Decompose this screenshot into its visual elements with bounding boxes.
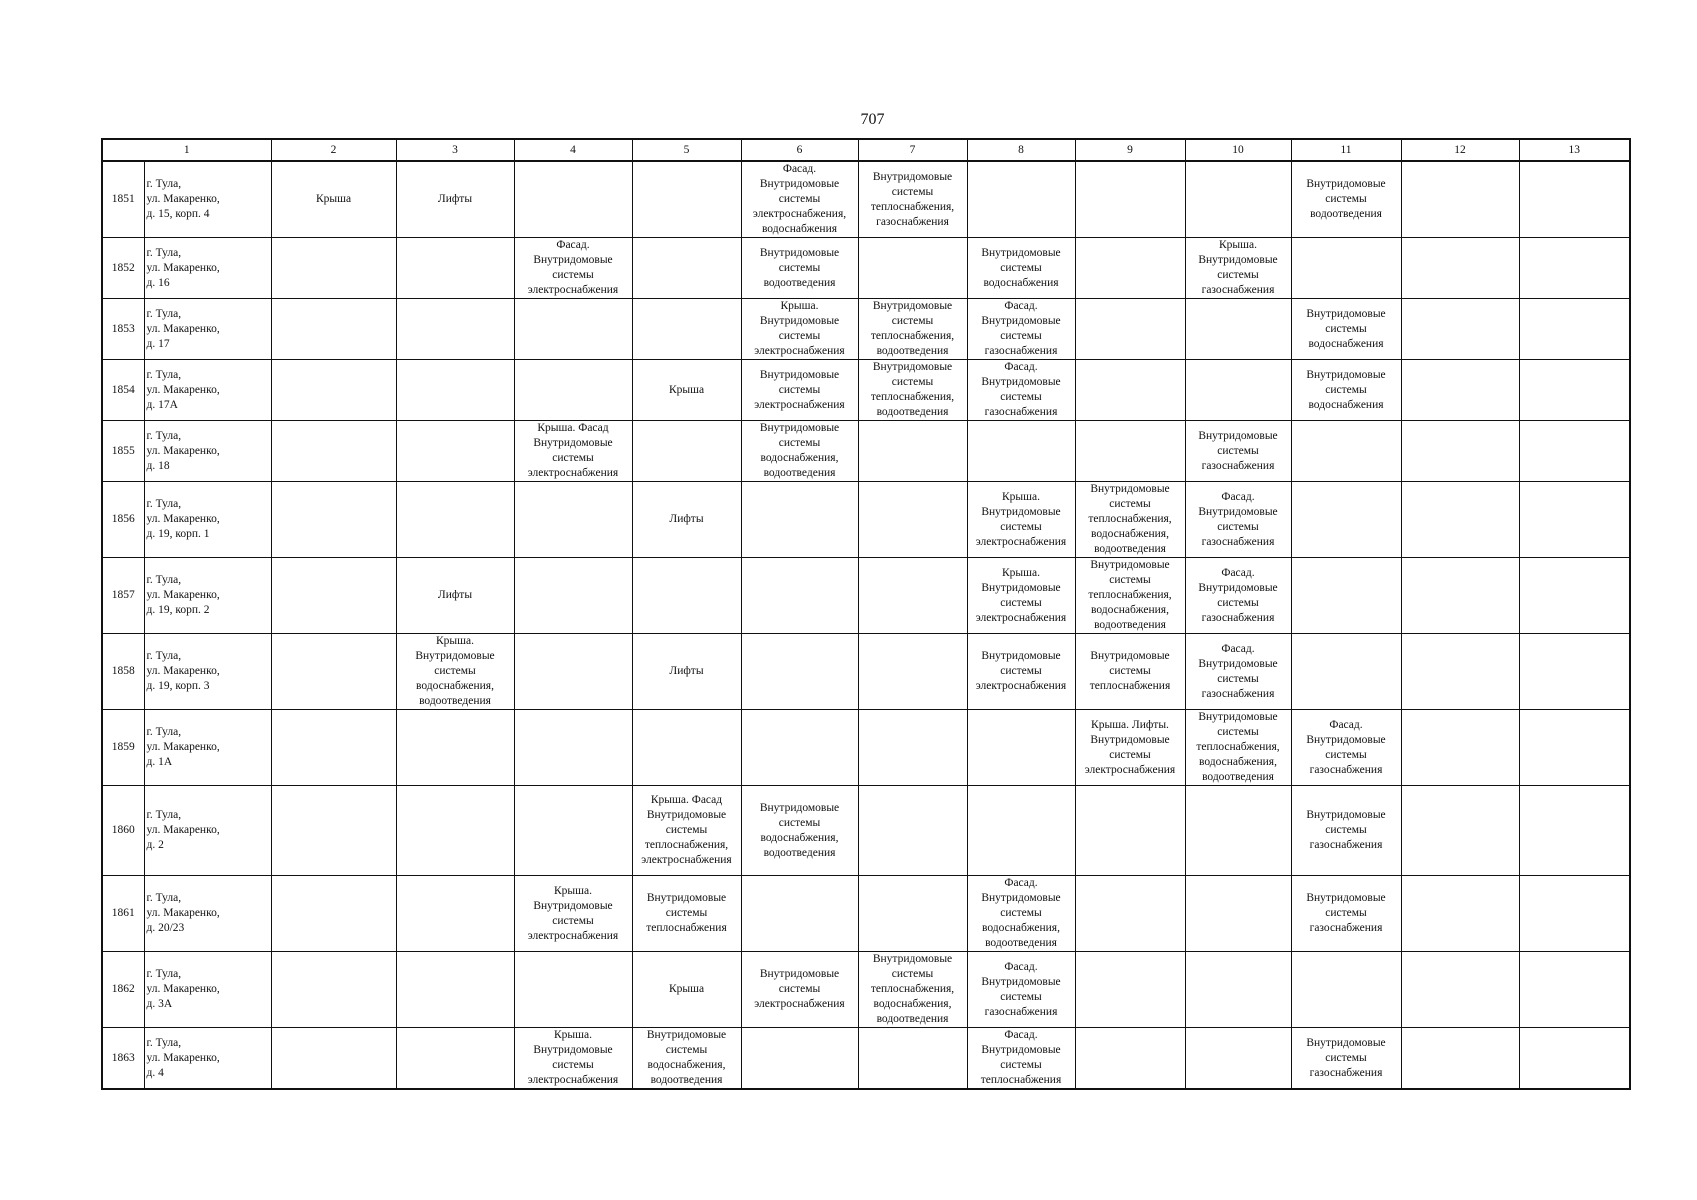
cell-col-13 [1519,161,1630,238]
cell-col-13 [1519,634,1630,710]
column-header-11: 11 [1291,139,1401,161]
column-header-4: 4 [514,139,632,161]
cell-col-5: Крыша. Фасад Внутридомовые системы теплоснабжения, электроснабжения [632,786,741,876]
column-header-10: 10 [1185,139,1291,161]
column-header-13: 13 [1519,139,1630,161]
cell-col-7 [858,238,967,299]
cell-col-4 [514,482,632,558]
cell-col-13 [1519,299,1630,360]
cell-col-3: Крыша. Внутридомовые системы водоснабжения, водоотведения [396,634,514,710]
cell-col-5 [632,710,741,786]
column-header-6: 6 [741,139,858,161]
cell-col-7: Внутридомовые системы теплоснабжения, водоотведения [858,360,967,421]
cell-col-12 [1401,1028,1519,1090]
column-header-5: 5 [632,139,741,161]
cell-col-8 [967,710,1075,786]
cell-col-8: Внутридомовые системы электроснабжения [967,634,1075,710]
cell-col-5: Лифты [632,634,741,710]
cell-col-11: Внутридомовые системы водоотведения [1291,161,1401,238]
row-address: г. Тула, ул. Макаренко, д. 16 [144,238,271,299]
cell-col-6 [741,710,858,786]
cell-col-7: Внутридомовые системы теплоснабжения, водоснабжения, водоотведения [858,952,967,1028]
cell-col-12 [1401,786,1519,876]
cell-col-12 [1401,238,1519,299]
cell-col-10 [1185,299,1291,360]
cell-col-9 [1075,360,1185,421]
cell-col-2 [271,1028,396,1090]
cell-col-8: Фасад. Внутридомовые системы газоснабжения [967,360,1075,421]
cell-col-12 [1401,952,1519,1028]
cell-col-6 [741,558,858,634]
cell-col-7 [858,634,967,710]
cell-col-9: Внутридомовые системы теплоснабжения, водоснабжения, водоотведения [1075,558,1185,634]
cell-col-5 [632,558,741,634]
table-row [102,876,1630,952]
cell-col-6 [741,876,858,952]
column-header-8: 8 [967,139,1075,161]
cell-col-12 [1401,421,1519,482]
table-row [102,558,1630,634]
cell-col-12 [1401,710,1519,786]
cell-col-8: Фасад. Внутридомовые системы водоснабжения, водоотведения [967,876,1075,952]
cell-col-9 [1075,1028,1185,1090]
row-address: г. Тула, ул. Макаренко, д. 19, корп. 2 [144,558,271,634]
cell-col-13 [1519,710,1630,786]
cell-col-8: Крыша. Внутридомовые системы электроснабжения [967,482,1075,558]
cell-col-2 [271,558,396,634]
cell-col-11 [1291,558,1401,634]
cell-col-10 [1185,786,1291,876]
cell-col-3: Лифты [396,161,514,238]
cell-col-11 [1291,238,1401,299]
cell-col-9 [1075,952,1185,1028]
cell-col-9: Внутридомовые системы теплоснабжения, водоснабжения, водоотведения [1075,482,1185,558]
cell-col-13 [1519,952,1630,1028]
table-row [102,161,1630,238]
cell-col-10 [1185,952,1291,1028]
cell-col-2 [271,299,396,360]
row-address: г. Тула, ул. Макаренко, д. 15, корп. 4 [144,161,271,238]
cell-col-2 [271,952,396,1028]
table-row [102,710,1630,786]
cell-col-12 [1401,299,1519,360]
cell-col-10 [1185,360,1291,421]
row-number: 1854 [102,360,144,421]
cell-col-5: Внутридомовые системы водоснабжения, водоотведения [632,1028,741,1090]
cell-col-10 [1185,876,1291,952]
cell-col-7 [858,786,967,876]
cell-col-4: Крыша. Внутридомовые системы электроснабжения [514,1028,632,1090]
cell-col-6: Внутридомовые системы водоотведения [741,238,858,299]
cell-col-5: Крыша [632,952,741,1028]
row-number: 1859 [102,710,144,786]
cell-col-6: Внутридомовые системы электроснабжения [741,360,858,421]
cell-col-13 [1519,876,1630,952]
cell-col-9: Внутридомовые системы теплоснабжения [1075,634,1185,710]
column-header-7: 7 [858,139,967,161]
cell-col-13 [1519,558,1630,634]
cell-col-10 [1185,1028,1291,1090]
row-number: 1857 [102,558,144,634]
cell-col-4 [514,299,632,360]
row-number: 1855 [102,421,144,482]
cell-col-2 [271,482,396,558]
cell-col-9 [1075,421,1185,482]
row-number: 1853 [102,299,144,360]
cell-col-5 [632,421,741,482]
row-address: г. Тула, ул. Макаренко, д. 18 [144,421,271,482]
table-row [102,786,1630,876]
cell-col-10 [1185,161,1291,238]
cell-col-13 [1519,421,1630,482]
cell-col-2 [271,710,396,786]
cell-col-13 [1519,360,1630,421]
cell-col-7: Внутридомовые системы теплоснабжения, водоотведения [858,299,967,360]
cell-col-8: Фасад. Внутридомовые системы газоснабжения [967,299,1075,360]
row-address: г. Тула, ул. Макаренко, д. 3А [144,952,271,1028]
cell-col-12 [1401,876,1519,952]
cell-col-3 [396,1028,514,1090]
cell-col-5 [632,238,741,299]
page-number: 707 [860,111,885,128]
cell-col-8: Крыша. Внутридомовые системы электроснабжения [967,558,1075,634]
cell-col-6 [741,634,858,710]
row-number: 1862 [102,952,144,1028]
column-header-3: 3 [396,139,514,161]
cell-col-6: Внутридомовые системы электроснабжения [741,952,858,1028]
table-row [102,238,1630,299]
cell-col-10: Внутридомовые системы газоснабжения [1185,421,1291,482]
row-address: г. Тула, ул. Макаренко, д. 19, корп. 3 [144,634,271,710]
cell-col-7 [858,421,967,482]
cell-col-7 [858,876,967,952]
cell-col-8 [967,421,1075,482]
cell-col-3 [396,238,514,299]
row-address: г. Тула, ул. Макаренко, д. 1А [144,710,271,786]
repair-schedule-table [101,138,1631,1090]
cell-col-4 [514,952,632,1028]
table-row [102,299,1630,360]
cell-col-13 [1519,786,1630,876]
cell-col-6: Внутридомовые системы водоснабжения, водоотведения [741,786,858,876]
cell-col-4 [514,710,632,786]
cell-col-12 [1401,634,1519,710]
cell-col-13 [1519,238,1630,299]
row-number: 1860 [102,786,144,876]
row-address: г. Тула, ул. Макаренко, д. 17 [144,299,271,360]
column-header-12: 12 [1401,139,1519,161]
cell-col-2 [271,876,396,952]
row-number: 1852 [102,238,144,299]
cell-col-10: Фасад. Внутридомовые системы газоснабжения [1185,482,1291,558]
cell-col-5: Лифты [632,482,741,558]
cell-col-3 [396,876,514,952]
cell-col-9 [1075,786,1185,876]
cell-col-6: Фасад. Внутридомовые системы электроснабжения, водоснабжения [741,161,858,238]
cell-col-11 [1291,634,1401,710]
row-number: 1851 [102,161,144,238]
column-header-2: 2 [271,139,396,161]
cell-col-7 [858,710,967,786]
cell-col-3 [396,482,514,558]
row-address: г. Тула, ул. Макаренко, д. 2 [144,786,271,876]
column-header-9: 9 [1075,139,1185,161]
cell-col-2 [271,421,396,482]
cell-col-11 [1291,952,1401,1028]
row-address: г. Тула, ул. Макаренко, д. 20/23 [144,876,271,952]
cell-col-11: Внутридомовые системы газоснабжения [1291,786,1401,876]
cell-col-12 [1401,360,1519,421]
cell-col-10: Фасад. Внутридомовые системы газоснабжения [1185,634,1291,710]
cell-col-3 [396,710,514,786]
cell-col-4: Крыша. Внутридомовые системы электроснабжения [514,876,632,952]
row-address: г. Тула, ул. Макаренко, д. 17А [144,360,271,421]
cell-col-11: Внутридомовые системы газоснабжения [1291,1028,1401,1090]
cell-col-4 [514,360,632,421]
table-row [102,634,1630,710]
cell-col-4 [514,634,632,710]
row-number: 1863 [102,1028,144,1090]
cell-col-4: Крыша. Фасад Внутридомовые системы электроснабжения [514,421,632,482]
cell-col-4 [514,558,632,634]
cell-col-6 [741,1028,858,1090]
row-address: г. Тула, ул. Макаренко, д. 19, корп. 1 [144,482,271,558]
cell-col-2 [271,634,396,710]
cell-col-7 [858,1028,967,1090]
cell-col-8 [967,786,1075,876]
cell-col-10: Крыша. Внутридомовые системы газоснабжения [1185,238,1291,299]
cell-col-8: Фасад. Внутридомовые системы теплоснабжения [967,1028,1075,1090]
cell-col-3: Лифты [396,558,514,634]
cell-col-11 [1291,421,1401,482]
cell-col-9 [1075,238,1185,299]
cell-col-13 [1519,482,1630,558]
cell-col-11: Внутридомовые системы водоснабжения [1291,299,1401,360]
cell-col-7 [858,482,967,558]
cell-col-9 [1075,876,1185,952]
table-row [102,421,1630,482]
cell-col-2 [271,238,396,299]
cell-col-2: Крыша [271,161,396,238]
cell-col-4 [514,161,632,238]
cell-col-7 [858,558,967,634]
table-row [102,482,1630,558]
row-address: г. Тула, ул. Макаренко, д. 4 [144,1028,271,1090]
cell-col-7: Внутридомовые системы теплоснабжения, газоснабжения [858,161,967,238]
cell-col-3 [396,360,514,421]
cell-col-11: Внутридомовые системы газоснабжения [1291,876,1401,952]
table-row [102,1028,1630,1090]
cell-col-11: Внутридомовые системы водоснабжения [1291,360,1401,421]
cell-col-13 [1519,1028,1630,1090]
cell-col-8: Внутридомовые системы водоснабжения [967,238,1075,299]
cell-col-2 [271,786,396,876]
cell-col-4 [514,786,632,876]
row-number: 1856 [102,482,144,558]
table-row [102,952,1630,1028]
cell-col-6: Внутридомовые системы водоснабжения, водоотведения [741,421,858,482]
cell-col-5 [632,161,741,238]
cell-col-6: Крыша. Внутридомовые системы электроснабжения [741,299,858,360]
cell-col-11 [1291,482,1401,558]
cell-col-9 [1075,161,1185,238]
row-number: 1858 [102,634,144,710]
cell-col-11: Фасад. Внутридомовые системы газоснабжения [1291,710,1401,786]
cell-col-3 [396,299,514,360]
column-header-1: 1 [102,139,271,161]
cell-col-9 [1075,299,1185,360]
cell-col-2 [271,360,396,421]
cell-col-6 [741,482,858,558]
cell-col-3 [396,952,514,1028]
cell-col-5 [632,299,741,360]
cell-col-8: Фасад. Внутридомовые системы газоснабжения [967,952,1075,1028]
cell-col-5: Внутридомовые системы теплоснабжения [632,876,741,952]
row-number: 1861 [102,876,144,952]
cell-col-3 [396,786,514,876]
cell-col-12 [1401,558,1519,634]
cell-col-8 [967,161,1075,238]
cell-col-12 [1401,482,1519,558]
table-header-row [102,139,1630,161]
cell-col-10: Внутридомовые системы теплоснабжения, водоснабжения, водоотведения [1185,710,1291,786]
cell-col-5: Крыша [632,360,741,421]
cell-col-12 [1401,161,1519,238]
cell-col-9: Крыша. Лифты. Внутридомовые системы электроснабжения [1075,710,1185,786]
cell-col-4: Фасад. Внутридомовые системы электроснабжения [514,238,632,299]
cell-col-10: Фасад. Внутридомовые системы газоснабжения [1185,558,1291,634]
table-row [102,360,1630,421]
cell-col-3 [396,421,514,482]
